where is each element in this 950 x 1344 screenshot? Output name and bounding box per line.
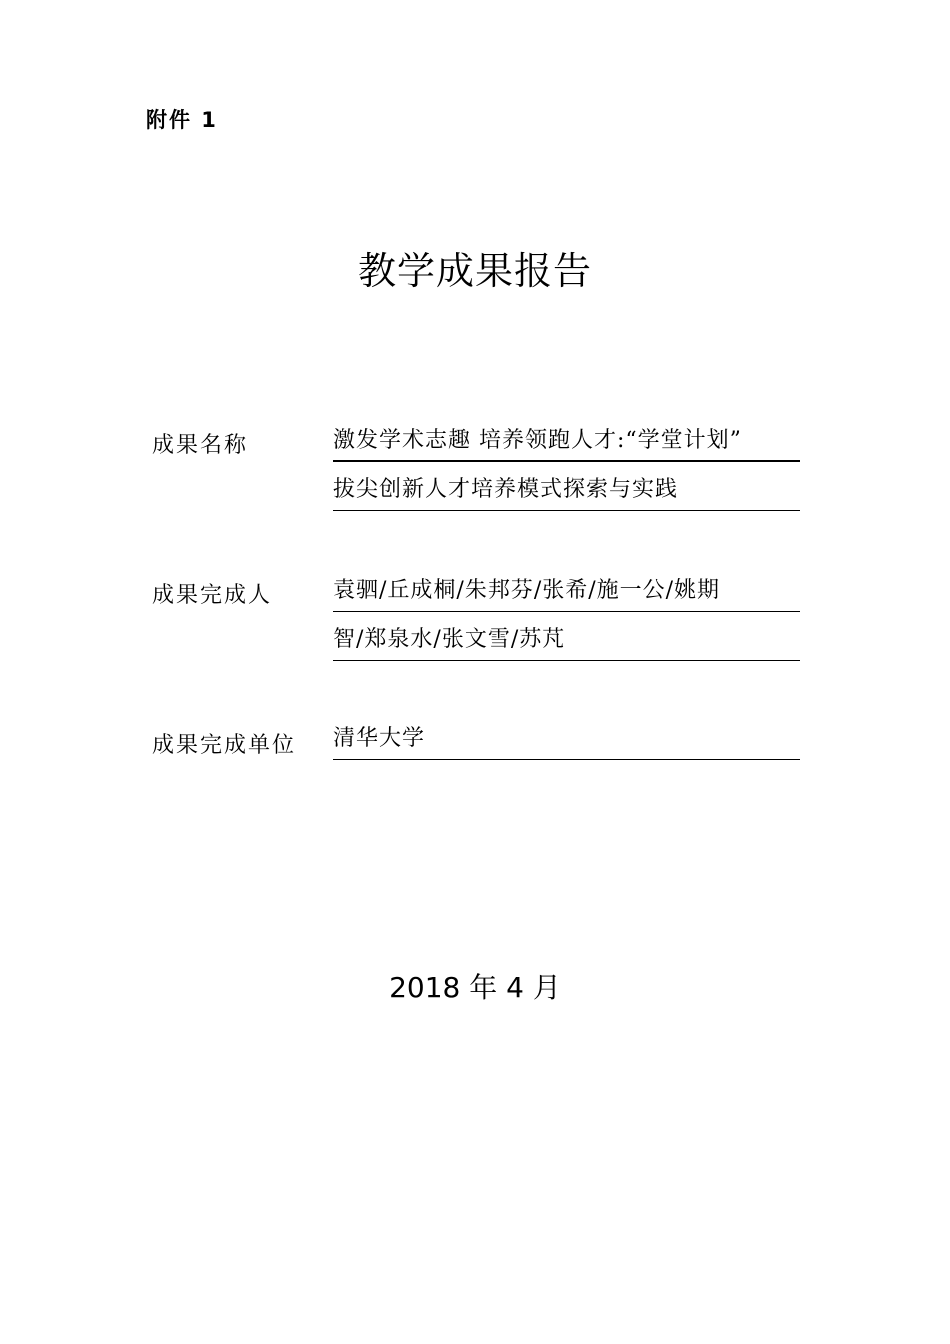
report-date: 2018 年 4 月	[389, 971, 561, 1004]
achievement-name-line-2: 拔尖创新人才培养模式探索与实践	[333, 471, 800, 511]
attachment-label: 附件 1	[146, 108, 218, 132]
completing-unit-value: 清华大学	[333, 720, 800, 760]
achievement-name-line-1: 激发学术志趣 培养领跑人才:“学堂计划”	[333, 422, 800, 462]
completers-line-1: 袁驷/丘成桐/朱邦芬/张希/施一公/姚期	[333, 572, 800, 612]
completers-label: 成果完成人	[152, 583, 273, 608]
completers-line-2: 智/郑泉水/张文雪/苏芃	[333, 621, 800, 661]
report-title: 教学成果报告	[357, 249, 592, 293]
completing-unit-label: 成果完成单位	[152, 733, 297, 758]
achievement-name-label: 成果名称	[152, 433, 249, 458]
